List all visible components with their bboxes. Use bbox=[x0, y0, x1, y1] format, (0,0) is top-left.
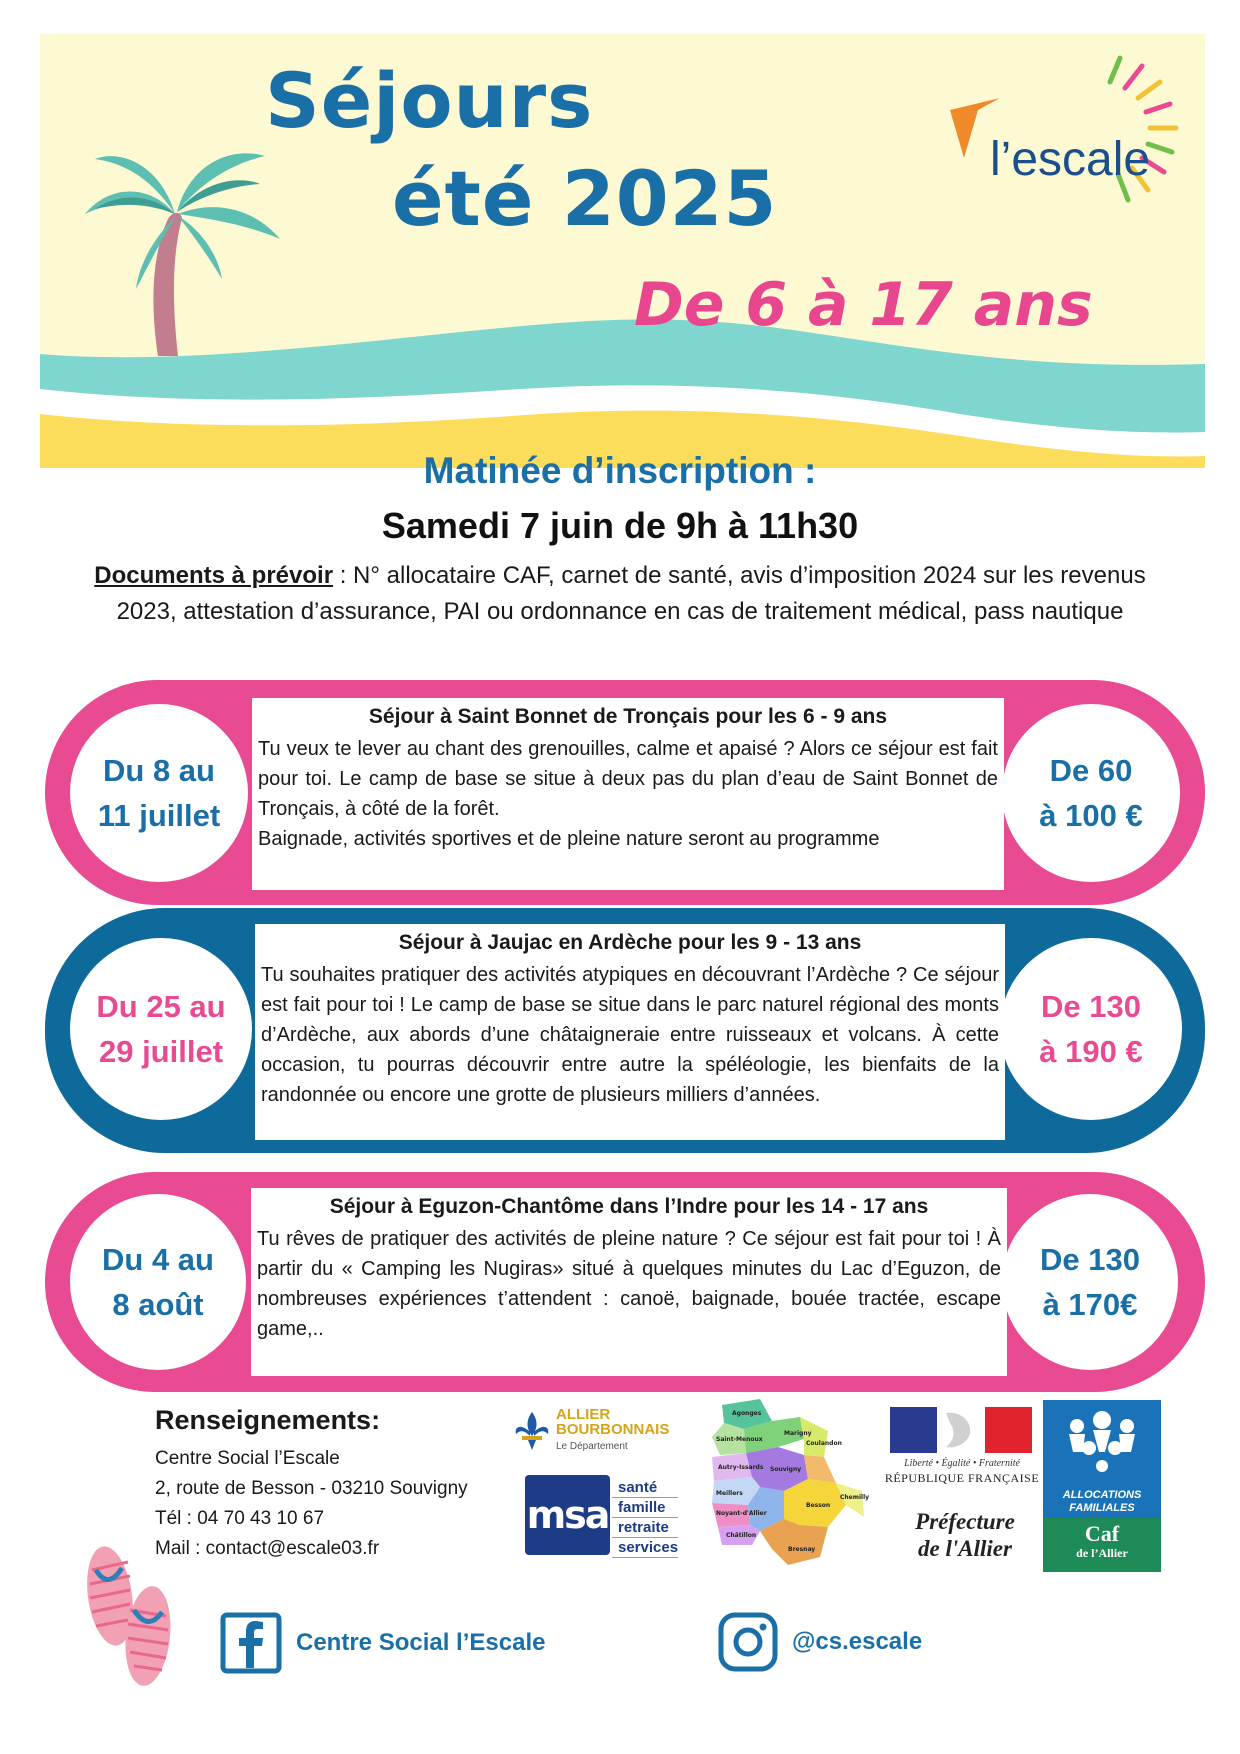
instagram-icon bbox=[718, 1612, 778, 1672]
map-label-chemilly: Chemilly bbox=[840, 1494, 870, 1501]
escale-logo bbox=[920, 48, 1200, 248]
stay-1-description-2: Baignade, activités sportives et de pleine nature seront au programme bbox=[258, 828, 880, 850]
map-label-coulandon: Coulandon bbox=[806, 1440, 842, 1447]
allier-line-2: BOURBONNAIS bbox=[556, 1421, 670, 1438]
allier-line-1: ALLIER bbox=[556, 1406, 611, 1423]
stay-1-price bbox=[1002, 704, 1180, 882]
map-label-meillers: Meillers bbox=[716, 1490, 743, 1497]
stay-2-dates-line-2: 29 juillet bbox=[98, 1034, 224, 1069]
title-line-1: Séjours bbox=[265, 56, 594, 145]
stay-1-price-line-1: De 60 bbox=[1049, 753, 1133, 788]
allier-line-3: Le Département bbox=[556, 1441, 628, 1452]
instagram-link[interactable] bbox=[718, 1612, 922, 1672]
prefecture-allier bbox=[890, 1508, 1040, 1562]
caf-line-2: FAMILIALES bbox=[1069, 1502, 1135, 1514]
escale-logo-text: l’escale bbox=[990, 133, 1151, 186]
stay-2-content bbox=[255, 924, 1005, 1140]
contact-org: Centre Social l’Escale bbox=[155, 1448, 340, 1469]
contact-phone[interactable]: Tél : 04 70 43 10 67 bbox=[155, 1508, 325, 1529]
contact-address: 2, route de Besson - 03210 Souvigny bbox=[155, 1478, 468, 1499]
documents-list: : N° allocataire CAF, carnet de santé, avis d’imposition 2024 sur les revenus 2023, attestation d’assurance, PAI ou ordonnance en cas de traitement médical, pass nautique bbox=[116, 562, 1146, 625]
map-label-agonges: Agonges bbox=[732, 1410, 762, 1417]
caf-logo bbox=[1043, 1400, 1161, 1572]
caf-sub: de l’Allier bbox=[1076, 1546, 1128, 1560]
stay-3-price bbox=[1002, 1194, 1178, 1370]
stay-1-dates-line-2: 11 juillet bbox=[97, 798, 221, 833]
stay-1-dates-line-1: Du 8 au bbox=[103, 753, 215, 788]
caf-family-icon bbox=[1043, 1400, 1161, 1488]
stay-2-dates bbox=[70, 938, 252, 1120]
stay-card-3 bbox=[45, 1172, 1205, 1392]
facebook-icon bbox=[220, 1612, 282, 1674]
stay-3-dates bbox=[70, 1194, 246, 1370]
stay-3-dates-line-1: Du 4 au bbox=[102, 1242, 214, 1277]
marianne-flag-icon bbox=[890, 1407, 1032, 1453]
stay-2-price-line-1: De 130 bbox=[1041, 989, 1141, 1024]
map-label-marigny: Marigny bbox=[784, 1430, 812, 1437]
stay-2-price-line-2: à 190 € bbox=[1039, 1034, 1143, 1069]
stay-card-1 bbox=[45, 680, 1205, 905]
msa-logo: msa bbox=[525, 1475, 610, 1555]
facebook-link[interactable] bbox=[220, 1612, 545, 1674]
caf-allocations bbox=[1043, 1489, 1161, 1515]
map-label-saint-menoux: Saint-Menoux bbox=[716, 1436, 763, 1443]
documents-required bbox=[90, 558, 1150, 630]
caf-allier-band bbox=[1043, 1518, 1161, 1572]
rf-name: RÉPUBLIQUE FRANÇAISE bbox=[884, 1471, 1040, 1485]
stay-1-description: Tu veux te lever au chant des grenouilles, calme et apaisé ? Alors ce séjour est fait pour toi. Le camp de base se situe à deux pas du plan d’eau de Saint Bonnet de Tronçais, à côté de la forêt. bbox=[258, 738, 998, 820]
stay-card-2 bbox=[45, 908, 1205, 1153]
stay-3-title: Séjour à Eguzon-Chantôme dans l’Indre pour les 14 - 17 ans bbox=[329, 1195, 929, 1218]
contact-title: Renseignements: bbox=[155, 1405, 381, 1435]
msa-line-3: retraite bbox=[612, 1518, 678, 1538]
age-range: De 6 à 17 ans bbox=[634, 270, 1093, 340]
stay-2-price bbox=[1000, 938, 1182, 1120]
map-label-chatillon: Châtillon bbox=[726, 1532, 757, 1539]
contact-mail[interactable]: Mail : contact@escale03.fr bbox=[155, 1538, 380, 1559]
msa-line-1: santé bbox=[612, 1478, 678, 1498]
map-label-noyant: Noyant-d'Allier bbox=[716, 1510, 767, 1517]
msa-tagline bbox=[612, 1478, 678, 1558]
map-label-bresnay: Bresnay bbox=[788, 1546, 816, 1553]
flip-flops-icon bbox=[78, 1540, 178, 1690]
prefecture-line-2: de l'Allier bbox=[918, 1536, 1012, 1561]
stay-1-price-line-2: à 100 € bbox=[1039, 798, 1143, 833]
prefecture-line-1: Préfecture bbox=[915, 1509, 1015, 1534]
stay-3-price-line-2: à 170€ bbox=[1042, 1287, 1138, 1322]
stay-1-content bbox=[252, 698, 1004, 890]
instagram-label: @cs.escale bbox=[792, 1628, 923, 1655]
stay-3-content bbox=[251, 1188, 1007, 1376]
stay-3-description: Tu rêves de pratiquer des activités de pleine nature ? Ce séjour est fait pour toi ! À partir du « Camping les Nugiras» situé à quelques minutes du Lac d’Eguzon, de nombreuses expériences t’attendent : canoë, baignade, bouée tractée, escape game,.. bbox=[257, 1228, 1001, 1340]
stay-3-price-line-1: De 130 bbox=[1040, 1242, 1140, 1277]
republique-francaise bbox=[882, 1458, 1042, 1486]
stay-3-dates-line-2: 8 août bbox=[112, 1287, 204, 1322]
map-label-souvigny: Souvigny bbox=[770, 1466, 802, 1473]
header-banner bbox=[40, 34, 1205, 468]
title-line-2: été 2025 bbox=[392, 154, 778, 243]
msa-line-2: famille bbox=[612, 1498, 678, 1518]
stay-1-title: Séjour à Saint Bonnet de Tronçais pour les 6 - 9 ans bbox=[368, 705, 888, 728]
stay-2-description: Tu souhaites pratiquer des activités atypiques en découvrant l’Ardèche ? Ce séjour est fait pour toi ! Le camp de base se situe dans le parc naturel régional des monts d’Ardèche, aux abords d’une châtaigneraie entre ruisseaux et volcans. À cette occasion, tu pourras découvrir entre autre la spéléologie, les bienfaits de la randonnée ou encore une grotte de plusieurs milliers d’années. bbox=[261, 964, 999, 1106]
msa-line-4: services bbox=[612, 1538, 678, 1558]
communes-map bbox=[700, 1395, 875, 1580]
allier-fleur-de-lis-icon bbox=[510, 1408, 554, 1452]
map-label-autry-issards: Autry-Issards bbox=[718, 1464, 764, 1471]
registration-title: Matinée d’inscription : bbox=[423, 450, 817, 491]
caf-line-1: ALLOCATIONS bbox=[1062, 1489, 1142, 1501]
caf-name: Caf bbox=[1084, 1521, 1120, 1546]
rf-motto: Liberté • Égalité • Fraternité bbox=[904, 1458, 1020, 1469]
facebook-label: Centre Social l’Escale bbox=[296, 1629, 546, 1656]
stay-2-dates-line-1: Du 25 au bbox=[96, 989, 226, 1024]
contact-info bbox=[155, 1405, 468, 1564]
allier-department-logo bbox=[556, 1407, 669, 1454]
registration-date: Samedi 7 juin de 9h à 11h30 bbox=[381, 505, 859, 546]
stay-2-title: Séjour à Jaujac en Ardèche pour les 9 - 13 ans bbox=[398, 931, 862, 954]
stay-1-dates bbox=[70, 704, 248, 882]
map-label-besson: Besson bbox=[806, 1502, 831, 1509]
documents-label: Documents à prévoir bbox=[94, 562, 334, 589]
